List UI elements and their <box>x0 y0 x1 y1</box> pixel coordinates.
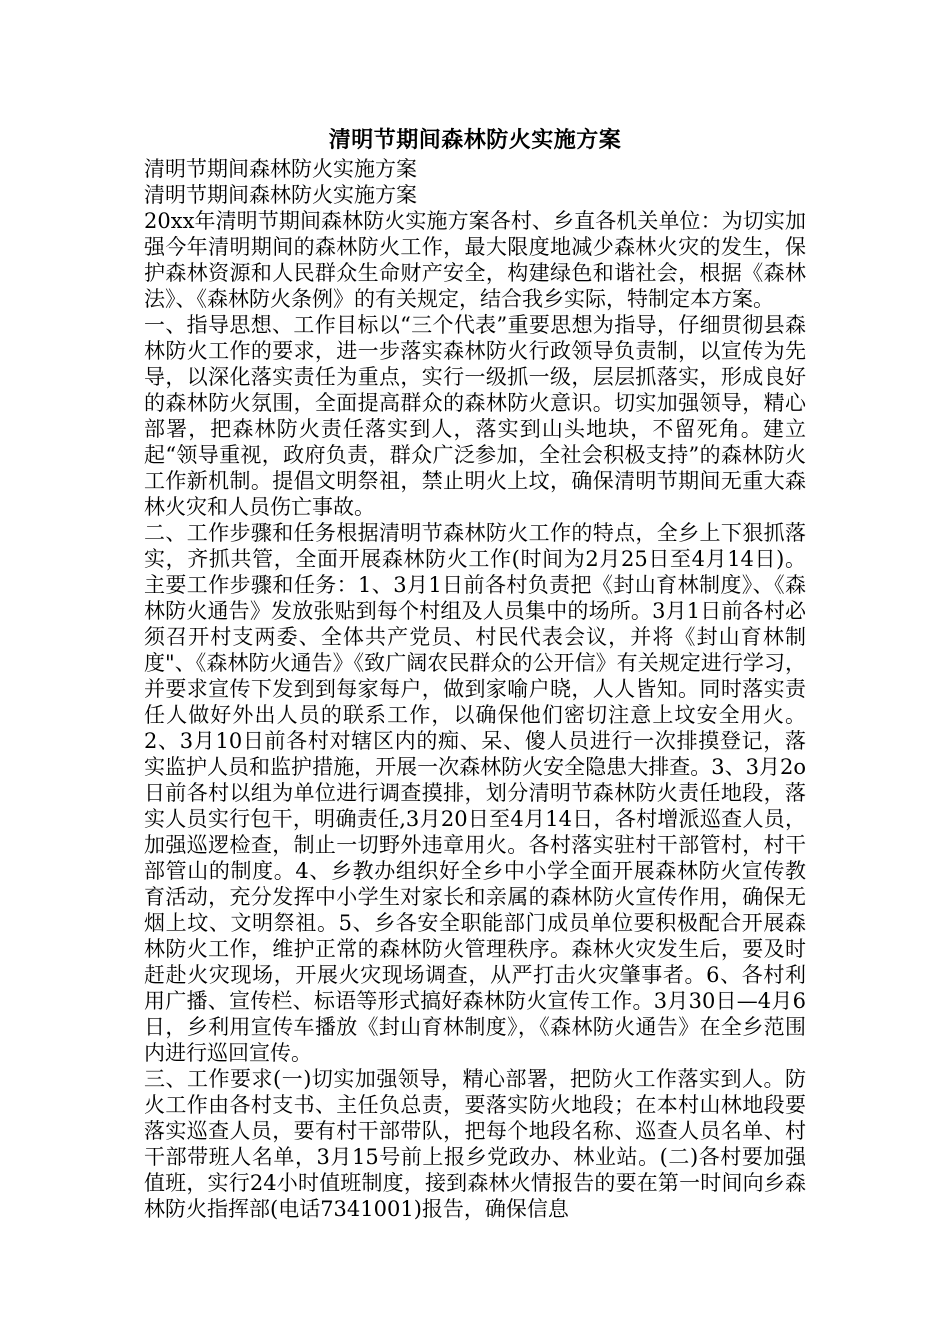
paragraph-section-2: 二、工作步骤和任务根据清明节森林防火工作的特点，全乡上下狠抓落实，齐抓共管，全面开展森林防火工作(时间为2月25日至4月14日)。主要工作步骤和任务：1、3月1日前各村负责把《封山育林制度》、《森林防火通告》发放张贴到每个村组及人员集中的场所。3月1日前各村必须召开村支两委、全体共产党员、村民代表会议，并将《封山育林制度"、《森林防火通告》《致广阔农民群众的公开信》有关规定进行学习，并要求宣传下发到到每家每户，做到家喻户晓，人人皆知。同时落实责任人做好外出人员的联系工作，以确保他们密切注意上坟安全用火。2、3月10日前各村对辖区内的痴、呆、傻人员进行一次排摸登记，落实监护人员和监护措施，开展一次森林防火安全隐患大排查。3、3月2o日前各村以组为单位进行调查摸排，划分清明节森林防火责任地段，落实人员实行包干，明确责任,3月20日至4月14日，各村增派巡查人员，加强巡逻检查，制止一切野外违章用火。各村落实驻村干部管村，村干部管山的制度。4、乡教办组织好全乡中小学全面开展森林防火宣传教育活动，充分发挥中小学生对家长和亲属的森林防火宣传作用，确保无烟上坟、文明祭祖。5、乡各安全职能部门成员单位要积极配合开展森林防火工作，维护正常的森林防火管理秩序。森林火灾发生后，要及时赶赴火灾现场，开展火灾现场调查，从严打击火灾肇事者。6、各村利用广播、宣传栏、标语等形式搞好森林防火宣传工作。3月30日—4月6日，乡利用宣传车播放《封山育林制度》，《森林防火通告》在全乡范围内进行巡回宣传。 <box>144 521 806 1065</box>
paragraph-intro: 20xx年清明节期间森林防火实施方案各村、乡直各机关单位：为切实加强今年清明期间的森林防火工作，最大限度地减少森林火灾的发生，保护森林资源和人民群众生命财产安全，构建绿色和谐社会，根据《森林法》、《森林防火条例》的有关规定，结合我乡实际，特制定本方案。 <box>144 209 806 311</box>
document-subtitle-1: 清明节期间森林防火实施方案 <box>144 157 417 181</box>
document-title: 清明节期间森林防火实施方案 <box>328 127 622 153</box>
document-subtitle-2: 清明节期间森林防火实施方案 <box>144 183 417 207</box>
paragraph-section-3: 三、工作要求(一)切实加强领导，精心部署，把防火工作落实到人。防火工作由各村支书、主任负总责，要落实防火地段；在本村山林地段要落实巡查人员，要有村干部带队，把每个地段名称、巡查人员名单、村干部带班人名单，3月15号前上报乡党政办、林业站。(二)各村要加强值班，实行24小时值班制度，接到森林火情报告的要在第一时间向乡森林防火指挥部(电话7341001)报告，确保信息 <box>144 1067 806 1221</box>
paragraph-section-1: 一、指导思想、工作目标以“三个代表”重要思想为指导，仔细贯彻县森林防火工作的要求，进一步落实森林防火行政领导负责制，以宣传为先导，以深化落实责任为重点，实行一级抓一级，层层抓落实，形成良好的森林防火氛围，全面提高群众的森林防火意识。切实加强领导，精心部署，把森林防火责任落实到人，落实到山头地块，不留死角。建立起“领导重视，政府负责，群众广泛参加，全社会积极支持”的森林防火工作新机制。提倡文明祭祖，禁止明火上坟，确保清明节期间无重大森林火灾和人员伤亡事故。 <box>144 313 806 519</box>
